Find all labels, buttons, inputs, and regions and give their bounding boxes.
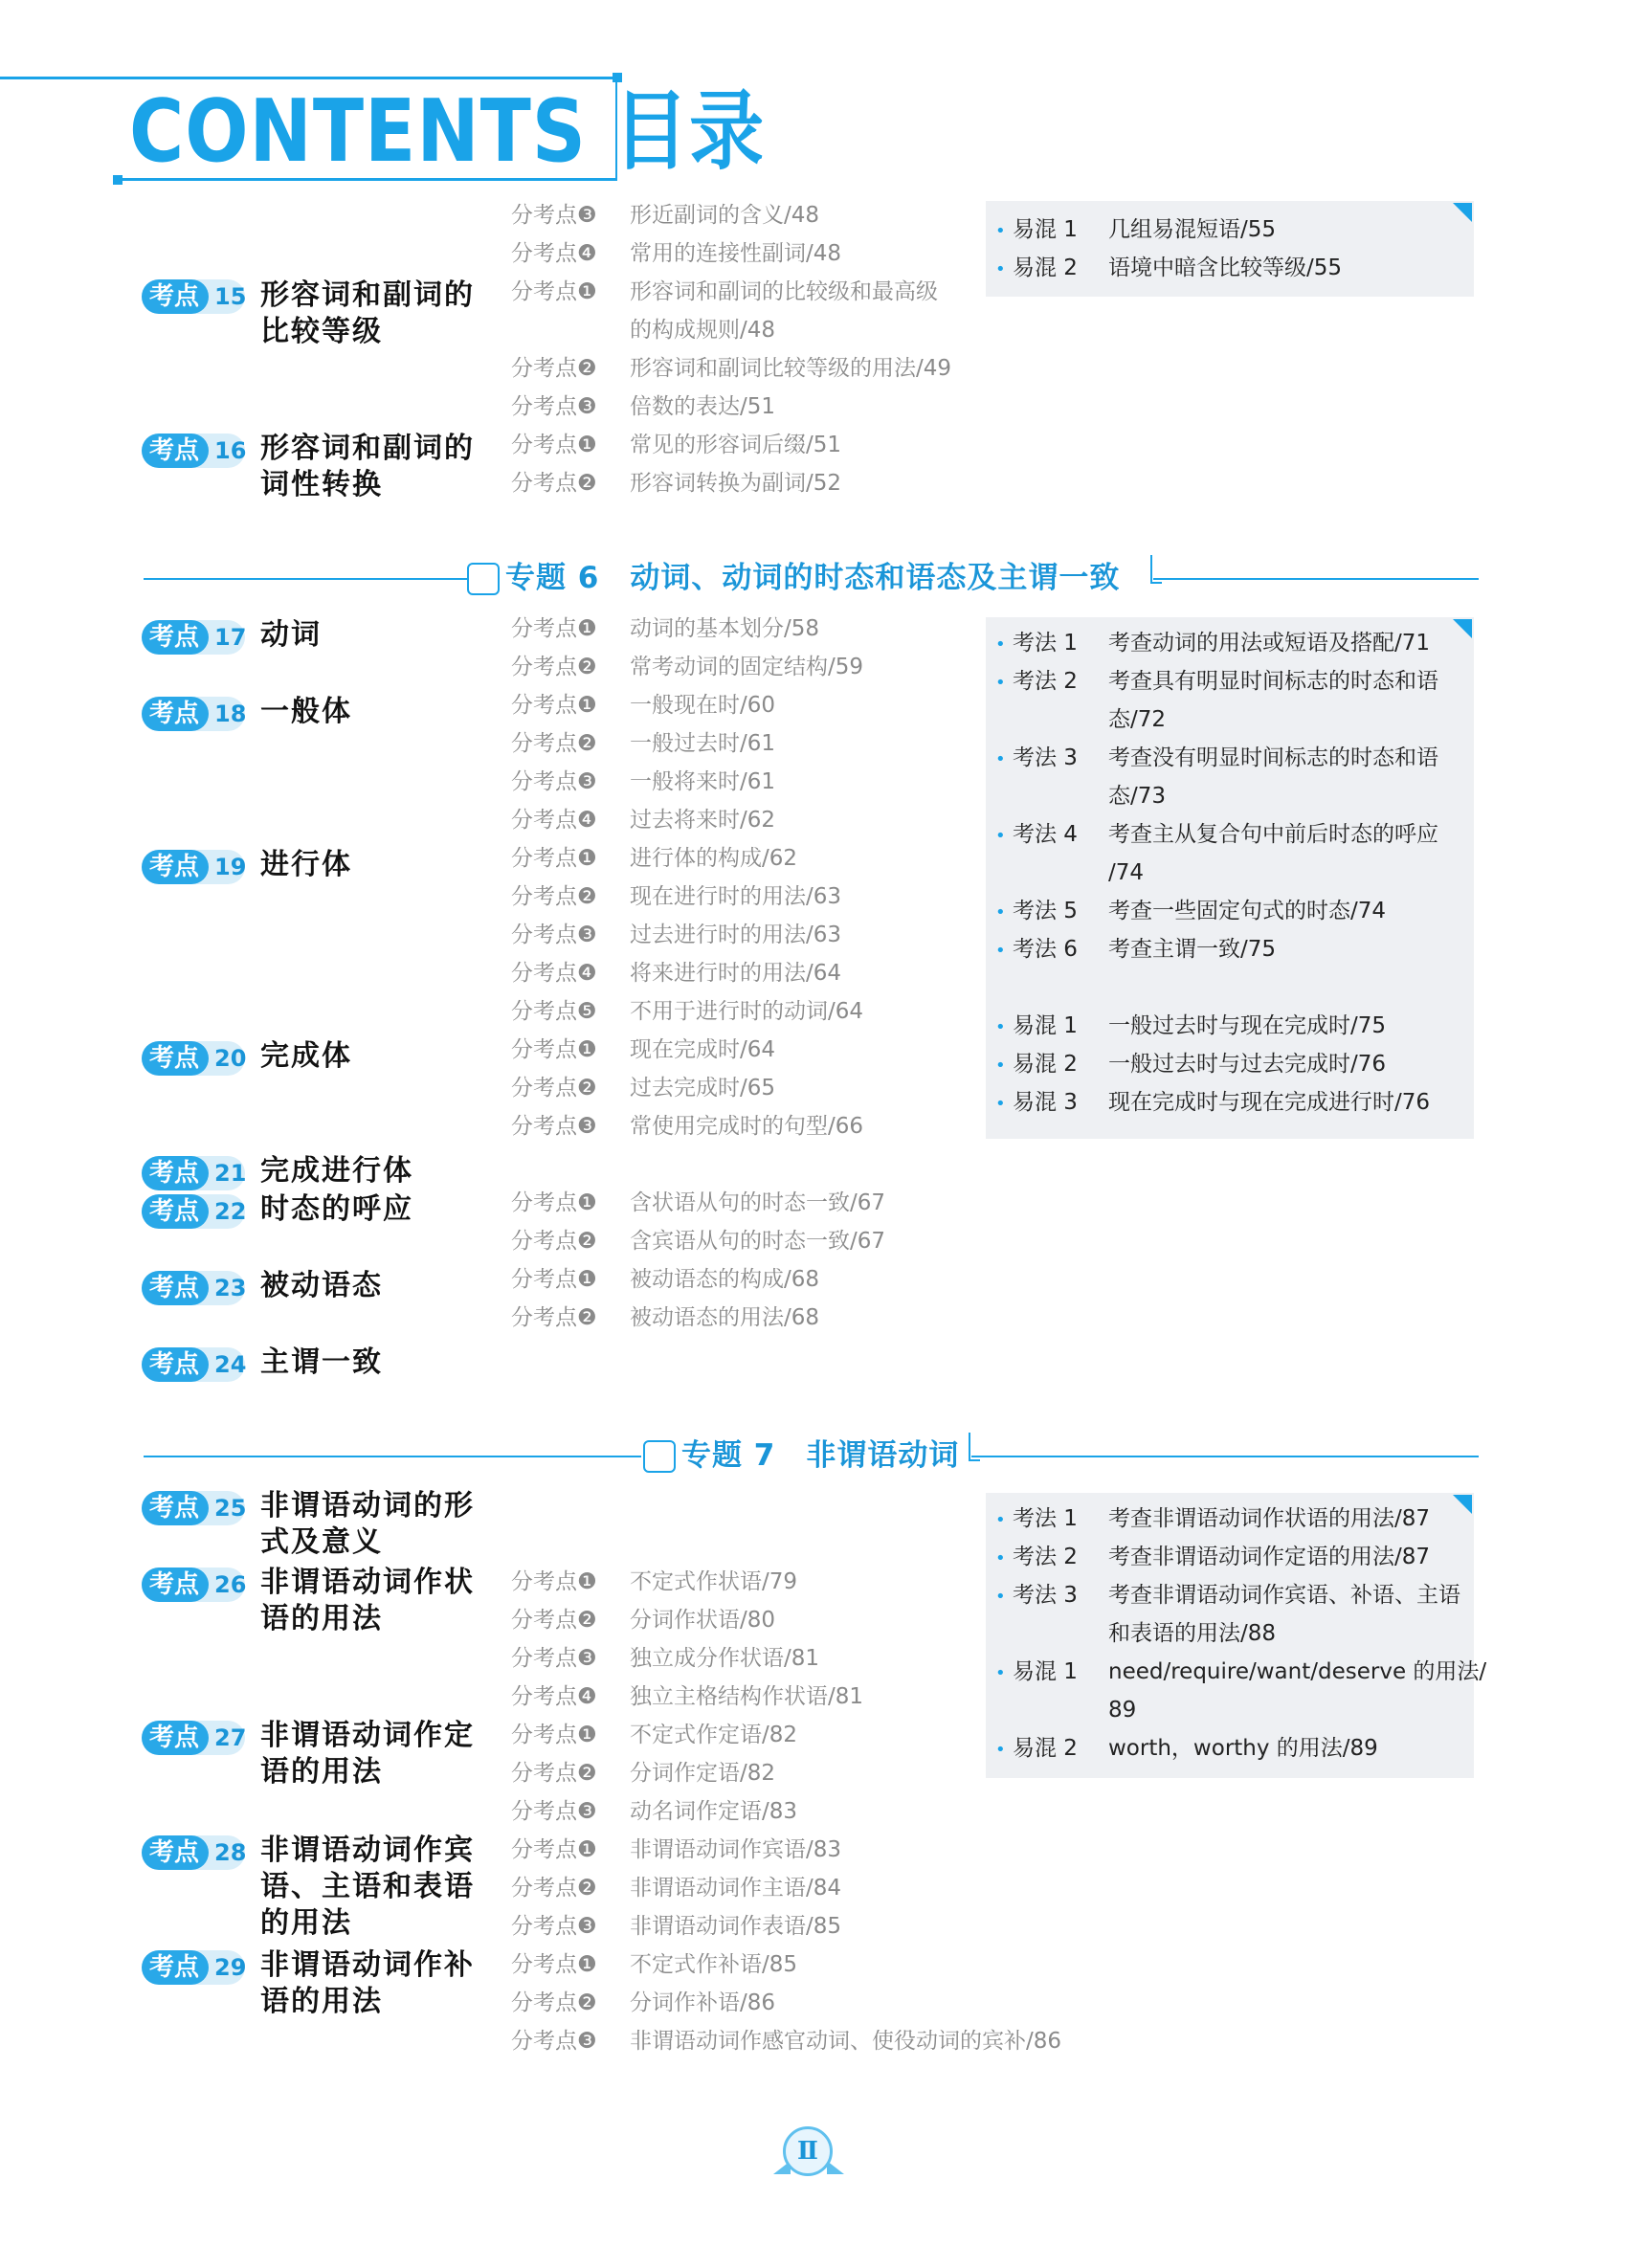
box-item[interactable] [995, 1538, 1430, 1578]
point-text: 分词作定语/82 [630, 1761, 776, 1786]
kaodian-label: 考点 [142, 1271, 209, 1305]
box-item[interactable] [995, 1045, 1386, 1085]
point-row[interactable] [511, 273, 938, 311]
point-row[interactable] [511, 839, 797, 878]
point-text: 过去进行时的用法/63 [630, 923, 842, 947]
point-label: 分考点❹ [511, 1684, 597, 1709]
bullet-dot-icon: • [995, 1548, 1006, 1568]
box-corner-triangle [1453, 1495, 1472, 1514]
box-item-label: 易混 1 [1013, 217, 1078, 242]
point-text: 不用于进行时的动词/64 [630, 999, 864, 1024]
box-item-text: 态/72 [1108, 707, 1167, 732]
point-text: 被动语态的用法/68 [630, 1305, 820, 1330]
point-text: 常用的连接性副词/48 [630, 241, 842, 266]
kaodian-number: 24 [214, 1351, 247, 1378]
point-text: 分词作状语/80 [630, 1608, 776, 1633]
point-row[interactable] [511, 1678, 863, 1716]
box-item-label: 易混 1 [1013, 1659, 1078, 1684]
point-label: 分考点❶ [511, 1267, 597, 1292]
kaodian-label: 考点 [142, 620, 209, 655]
point-label: 分考点❶ [511, 693, 597, 718]
point-row[interactable] [511, 1754, 775, 1792]
point-label: 分考点❸ [511, 1799, 597, 1824]
topic7-line-left [144, 1456, 641, 1457]
point-row[interactable] [511, 426, 841, 464]
point-row[interactable] [511, 954, 841, 992]
point-text: 进行体的构成/62 [630, 846, 798, 871]
kaodian-label: 考点 [142, 1835, 209, 1870]
kaodian-title[interactable]: 时态的呼应 [260, 1192, 413, 1226]
point-row[interactable] [511, 196, 819, 234]
bullet-dot-icon: • [995, 941, 1006, 961]
kaodian-title[interactable]: 动词 [260, 618, 322, 652]
topic7-title[interactable]: 专题 7 非谓语动词 [681, 1438, 960, 1473]
point-row[interactable] [511, 311, 775, 349]
point-label: 分考点❸ [511, 394, 597, 419]
box-item-text: 现在完成时与现在完成进行时/76 [1108, 1090, 1431, 1115]
point-row[interactable] [511, 1222, 885, 1260]
point-label: 分考点❸ [511, 2029, 597, 2054]
box-item-text: 和表语的用法/88 [1108, 1621, 1277, 1646]
point-text: 动词的基本划分/58 [630, 616, 820, 641]
point-label: 分考点❷ [511, 471, 597, 496]
box-item[interactable] [995, 815, 1438, 856]
box-item-text: 89 [1108, 1698, 1137, 1723]
kaodian-number: 28 [214, 1839, 247, 1866]
bullet-dot-icon: • [995, 634, 1006, 655]
box-item-text: 一般过去时与过去完成时/76 [1108, 1052, 1387, 1077]
box-corner-triangle [1453, 619, 1472, 638]
box-item[interactable] [995, 1083, 1430, 1123]
kaodian-badge [142, 697, 245, 731]
point-text: 一般现在时/60 [630, 693, 776, 718]
box-item-text: 态/73 [1108, 784, 1167, 809]
bullet-dot-icon: • [995, 673, 1006, 693]
kaodian-label: 考点 [142, 1950, 209, 1985]
kaodian-badge [142, 1041, 245, 1076]
box-item[interactable] [995, 1729, 1378, 1769]
bullet-dot-icon: • [995, 1056, 1006, 1076]
topic6-line-left [144, 578, 469, 580]
kaodian-label: 考点 [142, 434, 209, 468]
point-label: 分考点❶ [511, 1723, 597, 1747]
box-item-label: 考法 5 [1013, 899, 1078, 923]
point-label: 分考点❷ [511, 731, 597, 756]
point-row[interactable] [511, 1601, 775, 1639]
kaodian-badge [142, 1491, 245, 1525]
kaodian-badge-15 [142, 279, 245, 314]
box-item[interactable] [995, 700, 1166, 739]
box-item-label: 考法 3 [1013, 745, 1078, 770]
point-label: 分考点❶ [511, 1952, 597, 1977]
kaodian-label: 考点 [142, 850, 209, 884]
box-item[interactable] [995, 892, 1386, 932]
point-row[interactable] [511, 801, 775, 839]
point-label: 分考点❸ [511, 1114, 597, 1139]
kaodian-label: 考点 [142, 1721, 209, 1755]
box-item[interactable] [995, 739, 1438, 779]
point-row[interactable] [511, 1107, 863, 1145]
kaodian-badge [142, 1271, 245, 1305]
point-text: 含宾语从句的时态一致/67 [630, 1229, 886, 1254]
bullet-dot-icon: • [995, 1510, 1006, 1530]
kaodian-number: 17 [214, 624, 247, 651]
kaodian-badge [142, 1950, 245, 1985]
point-label: 分考点❶ [511, 433, 597, 457]
point-row[interactable] [511, 1299, 819, 1337]
point-row[interactable] [511, 916, 841, 954]
box-item-label: 易混 3 [1013, 1090, 1078, 1115]
box-corner-triangle [1453, 203, 1472, 222]
box-item-text: worth，worthy 的用法/89 [1108, 1736, 1378, 1761]
bullet-dot-icon: • [995, 902, 1006, 923]
point-text: 常考动词的固定结构/59 [630, 655, 864, 679]
topic-book-icon [467, 563, 500, 595]
box-item[interactable] [995, 930, 1276, 970]
point-label: 分考点❷ [511, 1076, 597, 1101]
box-item-text: need/require/want/deserve 的用法/ [1108, 1659, 1487, 1684]
kaodian-label: 考点 [142, 697, 209, 731]
point-text: 非谓语动词作宾语/83 [630, 1837, 842, 1862]
kaodian-label: 考点 [142, 1194, 209, 1229]
point-row[interactable] [511, 1907, 841, 1946]
box-item[interactable] [995, 1653, 1486, 1693]
point-text: 过去将来时/62 [630, 808, 776, 833]
point-text: 一般过去时/61 [630, 731, 776, 756]
point-label: 分考点❸ [511, 923, 597, 947]
point-label: 分考点❶ [511, 279, 597, 304]
point-label: 分考点❶ [511, 846, 597, 871]
kaodian-label: 考点 [142, 1491, 209, 1525]
box-item-text: 考查非谓语动词作定语的用法/87 [1108, 1545, 1431, 1569]
point-row[interactable] [511, 724, 775, 763]
box-item-label: 易混 2 [1013, 1736, 1078, 1761]
kaodian-label: 考点 [142, 1347, 209, 1382]
point-label: 分考点❷ [511, 1305, 597, 1330]
point-text: 非谓语动词作主语/84 [630, 1876, 842, 1901]
box-item[interactable] [995, 249, 1342, 289]
point-label: 分考点❸ [511, 203, 597, 228]
point-label: 分考点❹ [511, 961, 597, 986]
point-text: 常使用完成时的句型/66 [630, 1114, 864, 1139]
kaodian-label: 考点 [142, 279, 209, 314]
kaodian-title[interactable]: 非谓语动词作定语的用法 [260, 1719, 475, 1789]
kaodian-badge [142, 1568, 245, 1602]
box-item-text: 考查主从复合句中前后时态的呼应 [1108, 822, 1438, 847]
point-text: 非谓语动词作表语/85 [630, 1914, 842, 1939]
topic6-title[interactable]: 专题 6 动词、动词的时态和语态及主谓一致 [505, 561, 1121, 595]
point-label: 分考点❶ [511, 1190, 597, 1215]
kaodian-title[interactable]: 完成进行体 [260, 1154, 413, 1188]
point-label: 分考点❷ [511, 1608, 597, 1633]
box-item-label: 考法 1 [1013, 631, 1078, 656]
point-row[interactable] [511, 388, 775, 426]
topic6-line-right [1153, 578, 1479, 580]
point-label: 分考点❷ [511, 1990, 597, 2015]
point-row[interactable] [511, 1260, 819, 1299]
point-row[interactable] [511, 686, 775, 724]
box-item-text: 考查一些固定句式的时态/74 [1108, 899, 1387, 923]
point-text: 形近副词的含义/48 [630, 203, 820, 228]
bullet-dot-icon: • [995, 1017, 1006, 1037]
box-item[interactable] [995, 211, 1276, 251]
kaodian-number: 26 [214, 1571, 247, 1598]
box-item-label: 考法 4 [1013, 822, 1078, 847]
point-row[interactable] [511, 2022, 1061, 2060]
point-text: 独立成分作状语/81 [630, 1646, 820, 1671]
box-item[interactable] [995, 854, 1144, 892]
kaodian-badge [142, 850, 245, 884]
box-item-text: 考查非谓语动词作状语的用法/87 [1108, 1506, 1431, 1531]
point-text: 被动语态的构成/68 [630, 1267, 820, 1292]
point-row[interactable] [511, 1946, 797, 1984]
box-item-label: 考法 1 [1013, 1506, 1078, 1531]
box-item-label: 易混 2 [1013, 1052, 1078, 1077]
box-item-label: 考法 3 [1013, 1583, 1078, 1608]
topic-book-icon [643, 1440, 676, 1473]
kaodian-badge [142, 1194, 245, 1229]
point-text: 常见的形容词后缀/51 [630, 433, 842, 457]
kaodian-number: 25 [214, 1495, 247, 1522]
point-text: 不定式作状语/79 [630, 1569, 798, 1594]
point-row[interactable] [511, 610, 819, 648]
point-text: 现在进行时的用法/63 [630, 884, 842, 909]
box-item-label: 考法 2 [1013, 669, 1078, 694]
box-item-label: 易混 2 [1013, 256, 1078, 280]
point-label: 分考点❹ [511, 808, 597, 833]
point-text: 倍数的表达/51 [630, 394, 776, 419]
kaodian-badge [142, 1347, 245, 1382]
bullet-dot-icon: • [995, 1740, 1006, 1760]
kaodian-badge-16 [142, 434, 245, 468]
kaodian-number: 23 [214, 1275, 247, 1301]
page-number: Ⅱ [783, 2126, 833, 2176]
kaodian-number: 19 [214, 854, 247, 880]
kaodian-title-16[interactable]: 形容词和副词的词性转换 [260, 432, 475, 501]
point-label: 分考点❷ [511, 1229, 597, 1254]
kaodian-title[interactable]: 非谓语动词作状语的用法 [260, 1566, 475, 1635]
topic7-line-right [971, 1456, 1479, 1457]
point-row[interactable] [511, 464, 841, 502]
point-text: 独立主格结构作状语/81 [630, 1684, 864, 1709]
point-label: 分考点❷ [511, 1761, 597, 1786]
kaodian-title[interactable]: 完成体 [260, 1039, 352, 1073]
kaodian-number: 18 [214, 700, 247, 727]
point-row[interactable] [511, 1716, 797, 1754]
bullet-dot-icon: • [995, 259, 1006, 279]
point-label: 分考点❷ [511, 655, 597, 679]
point-text: 现在完成时/64 [630, 1037, 776, 1062]
kaodian-number: 22 [214, 1198, 247, 1225]
bullet-dot-icon: • [995, 1663, 1006, 1683]
bullet-dot-icon: • [995, 826, 1006, 846]
bullet-dot-icon: • [995, 749, 1006, 769]
point-label: 分考点❷ [511, 1876, 597, 1901]
point-row[interactable] [511, 1869, 841, 1907]
kaodian-badge [142, 1721, 245, 1755]
point-row[interactable] [511, 1792, 797, 1831]
box-item[interactable] [995, 1007, 1386, 1047]
point-row[interactable] [511, 1031, 775, 1069]
kaodian-number: 20 [214, 1045, 247, 1072]
point-label: 分考点❷ [511, 356, 597, 381]
point-row[interactable] [511, 1069, 775, 1107]
box-item[interactable] [995, 624, 1430, 664]
point-label: 分考点❶ [511, 1569, 597, 1594]
point-text: 形容词转换为副词/52 [630, 471, 842, 496]
box-item[interactable] [995, 1614, 1276, 1653]
kaodian-badge [142, 1835, 245, 1870]
point-row[interactable] [511, 1984, 775, 2022]
point-label: 分考点❶ [511, 1837, 597, 1862]
kaodian-number: 29 [214, 1954, 247, 1981]
box-item[interactable] [995, 777, 1166, 815]
kaodian-title[interactable]: 进行体 [260, 848, 352, 881]
point-text: 的构成规则/48 [630, 318, 776, 343]
kaodian-badge [142, 620, 245, 655]
point-row[interactable] [511, 878, 841, 916]
point-text: 分词作补语/86 [630, 1990, 776, 2015]
header-corner-square-bottom [113, 175, 123, 185]
point-row[interactable] [511, 763, 775, 801]
point-label: 分考点❸ [511, 769, 597, 794]
page-title [129, 78, 765, 188]
point-row[interactable] [511, 1184, 885, 1222]
point-text: 将来进行时的用法/64 [630, 961, 842, 986]
page-title-en: CONTENTS [129, 82, 587, 182]
point-row[interactable] [511, 349, 951, 388]
point-text: 过去完成时/65 [630, 1076, 776, 1101]
point-row[interactable] [511, 1639, 819, 1678]
point-text: 形容词和副词比较等级的用法/49 [630, 356, 952, 381]
point-label: 分考点❺ [511, 999, 597, 1024]
point-text: 动名词作定语/83 [630, 1799, 798, 1824]
kaodian-badge [142, 1156, 245, 1190]
point-text: 不定式作定语/82 [630, 1723, 798, 1747]
point-row[interactable] [511, 1563, 797, 1601]
box-item-label: 易混 1 [1013, 1013, 1078, 1038]
box-item-text: 考查动词的用法或短语及搭配/71 [1108, 631, 1431, 656]
point-text: 非谓语动词作感官动词、使役动词的宾补/86 [630, 2029, 1062, 2054]
point-label: 分考点❶ [511, 1037, 597, 1062]
box-item-text: 语境中暗含比较等级/55 [1108, 256, 1343, 280]
box-item[interactable] [995, 662, 1438, 702]
bullet-dot-icon: • [995, 1587, 1006, 1607]
kaodian-title[interactable]: 非谓语动词作补语的用法 [260, 1948, 475, 2018]
box-item-text: 几组易混短语/55 [1108, 217, 1277, 242]
page-title-cn: 目录 [613, 82, 766, 182]
kaodian-title[interactable]: 一般体 [260, 695, 352, 728]
point-text: 一般将来时/61 [630, 769, 776, 794]
point-text: 形容词和副词的比较级和最高级 [630, 279, 938, 304]
box-item-text: 考查没有明显时间标志的时态和语 [1108, 745, 1438, 770]
box-item-text: 考查主谓一致/75 [1108, 937, 1277, 962]
box-item-label: 考法 2 [1013, 1545, 1078, 1569]
point-label: 分考点❹ [511, 241, 597, 266]
box-item-text: 考查具有明显时间标志的时态和语 [1108, 669, 1438, 694]
kaodian-number: 15 [214, 283, 247, 310]
point-row[interactable] [511, 648, 863, 686]
kaodian-title[interactable]: 非谓语动词作宾语、主语和表语的用法 [260, 1834, 475, 1940]
kaodian-label: 考点 [142, 1156, 209, 1190]
kaodian-label: 考点 [142, 1041, 209, 1076]
point-label: 分考点❷ [511, 884, 597, 909]
kaodian-number: 27 [214, 1724, 247, 1751]
box-item-text: 一般过去时与现在完成时/75 [1108, 1013, 1387, 1038]
box-item-label: 考法 6 [1013, 937, 1078, 962]
point-label: 分考点❶ [511, 616, 597, 641]
kaodian-label: 考点 [142, 1568, 209, 1602]
box-item[interactable] [995, 1691, 1136, 1729]
point-label: 分考点❸ [511, 1646, 597, 1671]
kaodian-title-15[interactable]: 形容词和副词的比较等级 [260, 278, 475, 348]
kaodian-title[interactable]: 非谓语动词的形式及意义 [260, 1489, 475, 1559]
kaodian-number: 16 [214, 437, 247, 464]
bullet-dot-icon: • [995, 1094, 1006, 1114]
box-item[interactable] [995, 1576, 1460, 1616]
point-label: 分考点❸ [511, 1914, 597, 1939]
point-text: 含状语从句的时态一致/67 [630, 1190, 886, 1215]
kaodian-title[interactable]: 被动语态 [260, 1269, 383, 1302]
point-row[interactable] [511, 992, 863, 1031]
box-item-text: 考查非谓语动词作宾语、补语、主语 [1108, 1583, 1460, 1608]
box-item-text: /74 [1108, 860, 1145, 885]
bullet-dot-icon: • [995, 221, 1006, 241]
point-row[interactable] [511, 1831, 841, 1869]
point-text: 不定式作补语/85 [630, 1952, 798, 1977]
point-row[interactable] [511, 234, 841, 273]
box-item[interactable] [995, 1500, 1430, 1540]
kaodian-number: 21 [214, 1160, 247, 1187]
kaodian-title[interactable]: 主谓一致 [260, 1345, 383, 1379]
